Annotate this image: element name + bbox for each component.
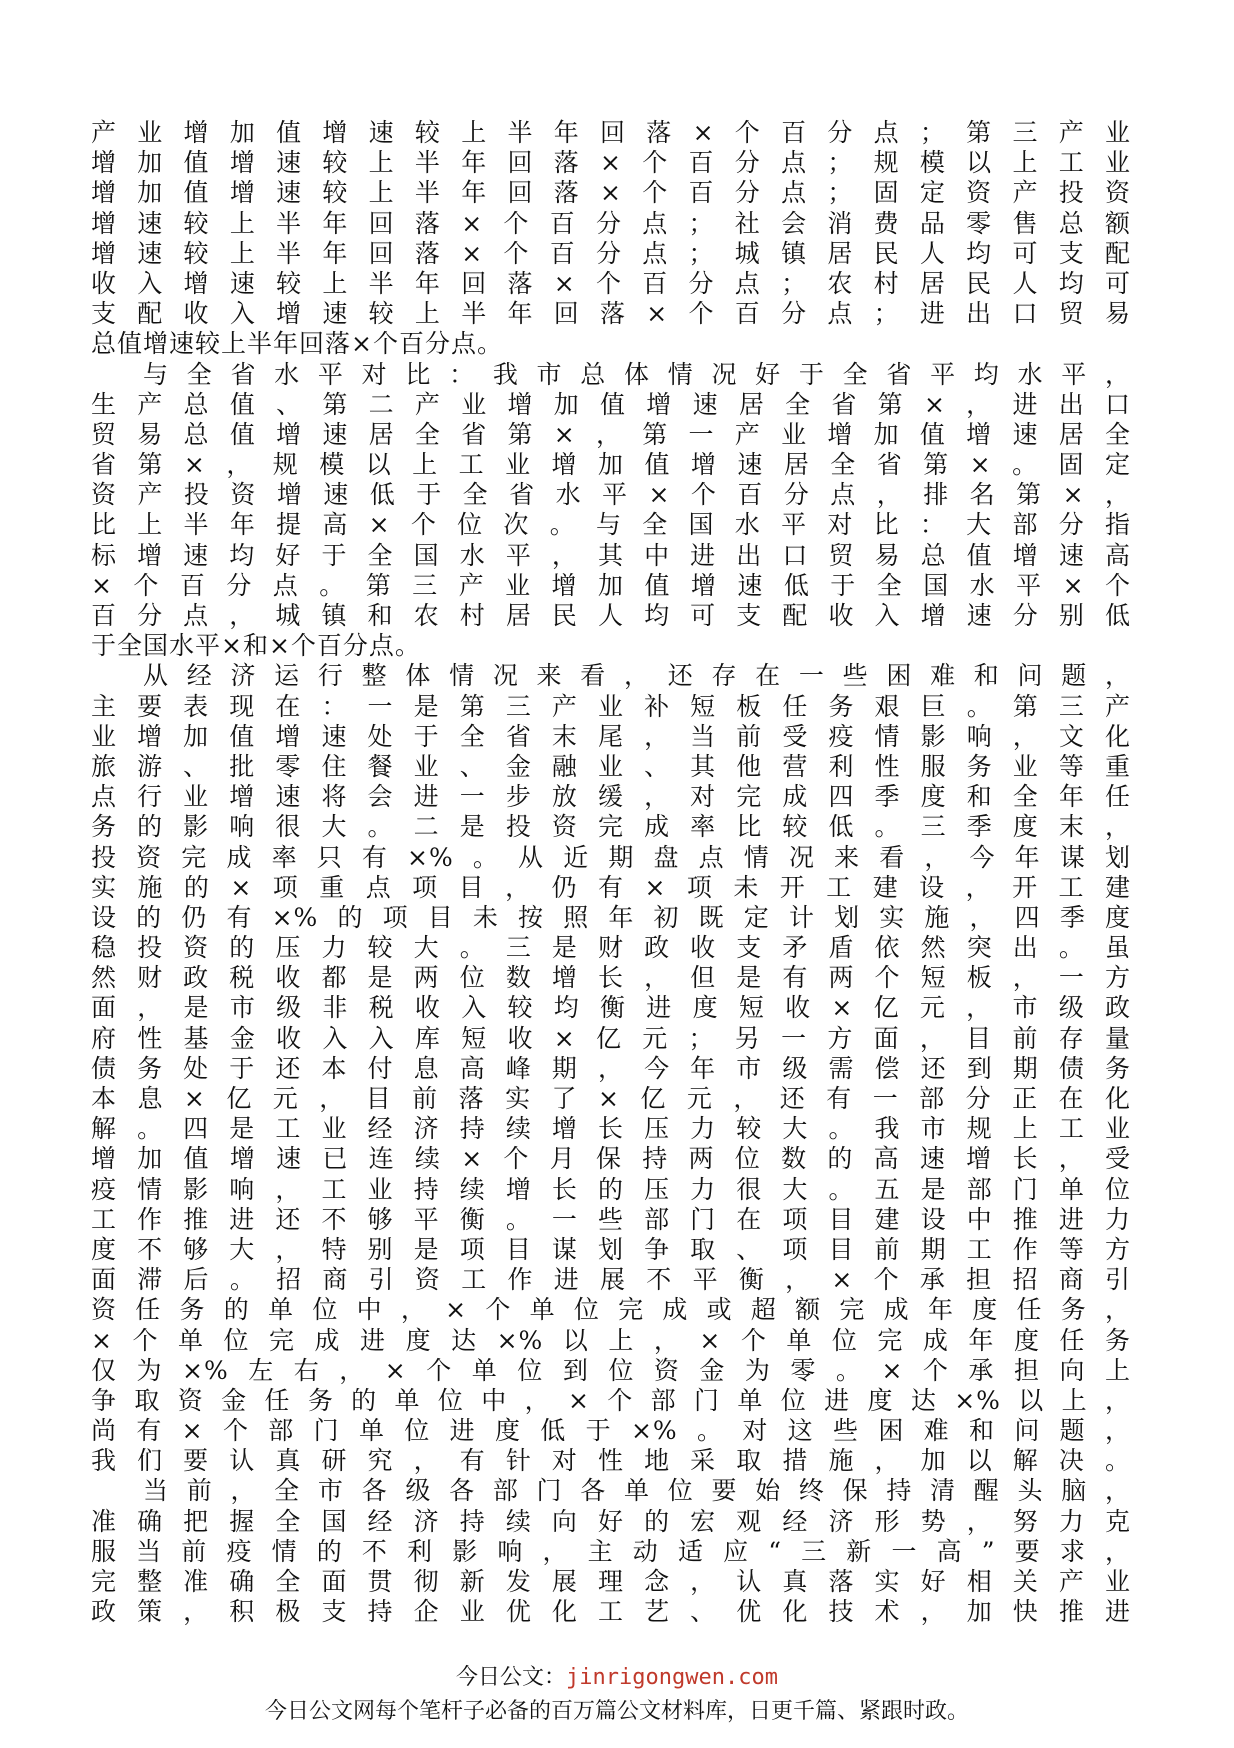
text-line: 标增速均好于全国水平，其中进出口贸易总值增速高 [91,540,1131,570]
text-line: 债务处于还本付息高峰期，今年市级需偿还到期债务 [91,1053,1131,1083]
text-line: 工作推进还不够平衡。一些部门在项目建设中推进力 [91,1204,1131,1234]
text-line: 增加值增速较上半年回落×个百分点；规模以上工业 [91,148,1131,178]
text-line: 面，是市级非税收入较均衡进度短收×亿元，市级政 [91,993,1131,1023]
text-line: 于全国水平×和×个百分点。 [91,631,421,661]
text-line: 比上半年提高×个位次。与全国水平对比：大部分指 [91,510,1131,540]
text-line: 当前，全市各级各部门各单位要始终保持清醒头脑， [143,1476,1131,1506]
paragraph-4 [91,1476,1131,1627]
text-line: 政策，积极支持企业优化工艺、优化技术，加快推进 [91,1597,1131,1627]
text-line: 生产总值、第二产业增加值增速居全省第×，进出口 [91,389,1131,419]
footer-site-line [0,1660,1234,1691]
text-line: 百分点，城镇和农村居民人均可支配收入增速分别低 [91,601,1131,630]
text-line: 府性基金收入入库短收×亿元；另一方面，目前存量 [91,1023,1131,1053]
text-line: 尚有×个部门单位进度低于×%。对这些困难和问题， [91,1416,1131,1446]
footer-tagline: 今日公文网每个笔杆子必备的百万篇公文材料库，日更千篇、紧跟时政。 [264,1699,969,1724]
text-line: ×个单位完成进度达×%以上，×个单位完成年度任务 [91,1325,1131,1355]
text-line: 资产投资增速低于全省水平×个百分点，排名第×， [91,480,1131,510]
text-line: 增加值增速已连续×个月保持两位数的高速增长，受 [91,1144,1131,1174]
text-line: 我们要认真研究，有针对性地采取措施，加以解决。 [91,1446,1131,1476]
text-line: 完整准确全面贯彻新发展理念，认真落实好相关产业 [91,1567,1131,1596]
text-line: 实施的×项重点项目，仍有×项未开工建设，开工建 [91,872,1131,902]
text-line: 资任务的单位中，×个单位完成或超额完成年度任务， [91,1295,1131,1325]
text-line: 务的影响很大。二是投资完成率比较低。三季度末， [91,812,1131,842]
text-line: 旅游、批零住餐业、金融业、其他营利性服务业等重 [91,751,1131,781]
text-line: 面滞后。招商引资工作进展不平衡，×个承担招商引 [91,1265,1131,1295]
text-line: 点行业增速将会进一步放缓，对完成四季度和全年任 [91,782,1131,812]
text-line: 总值增速较上半年回落×个百分点。 [91,329,503,359]
paragraph-2 [91,360,1131,662]
text-line: 省第×，规模以上工业增加值增速居全省第×。固定 [91,450,1131,480]
text-line: 疫情影响，工业持续增长的压力很大。五是部门单位 [91,1174,1131,1204]
footer-site-url[interactable]: jinrigongwen.com [566,1665,778,1690]
text-line: 仅为×%左右，×个单位到位资金为零。×个承担向上 [91,1355,1131,1385]
text-line: 解。四是工业经济持续增长压力较大。我市规上工业 [91,1114,1131,1144]
text-line: 从经济运行整体情况来看，还存在一些困难和问题， [143,661,1131,691]
text-line: 收入增速较上半年回落×个百分点；农村居民人均可 [91,268,1131,298]
text-line: 与全省水平对比：我市总体情况好于全省平均水平， [143,359,1131,389]
paragraph-1 [91,118,1131,360]
text-line: 增加值增速较上半年回落×个百分点；固定资产投资 [91,178,1131,208]
text-line: 服当前疫情的不利影响，主动适应“三新一高”要求， [91,1536,1131,1566]
text-line: 争取资金任务的单位中，×个部门单位进度达×%以上， [91,1385,1131,1415]
text-line: 设的仍有×%的项目未按照年初既定计划实施，四季度 [91,902,1131,932]
footer-site-label: 今日公文： [456,1665,567,1690]
text-line: 产业增加值增速较上半年回落×个百分点；第三产业 [91,118,1131,147]
text-line: 主要表现在：一是第三产业补短板任务艰巨。第三产 [91,691,1131,721]
text-line: ×个百分点。第三产业增加值增速低于全国水平×个 [91,570,1131,600]
text-line: 贸易总值增速居全省第×，第一产业增加值增速居全 [91,419,1131,449]
text-line: 增速较上半年回落×个百分点；社会消费品零售总额 [91,208,1131,238]
text-line: 度不够大，特别是项目谋划争取、项目前期工作等方 [91,1234,1131,1264]
text-line: 投资完成率只有×%。从近期盘点情况来看，今年谋划 [91,842,1131,872]
text-line: 本息×亿元，目前落实了×亿元，还有一部分正在化 [91,1084,1131,1113]
text-line: 增速较上半年回落×个百分点；城镇居民人均可支配 [91,238,1131,268]
document-body [91,118,1131,1627]
paragraph-3 [91,661,1131,1476]
text-line: 准确把握全国经济持续向好的宏观经济形势，努力克 [91,1506,1131,1536]
text-line: 业增加值增速处于全省末尾，当前受疫情影响，文化 [91,721,1131,751]
text-line: 稳投资的压力较大。三是财政收支矛盾依然突出。虽 [91,933,1131,963]
text-line: 然财政税收都是两位数增长，但是有两个短板，一方 [91,963,1131,993]
text-line: 支配收入增速较上半年回落×个百分点；进出口贸易 [91,299,1131,329]
